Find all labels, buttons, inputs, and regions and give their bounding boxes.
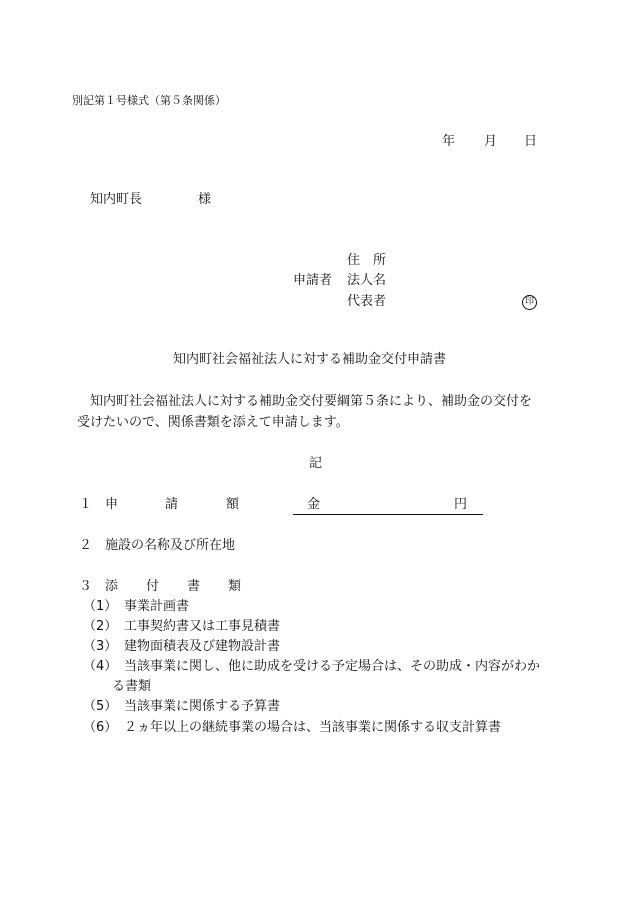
- applicant-corporation-label: 法人名: [347, 273, 387, 288]
- item-1-number: １: [79, 497, 93, 512]
- sub-item-number: （1）: [83, 599, 118, 614]
- applicant-representative-label: 代表者: [347, 294, 387, 309]
- sub-item-number: （3）: [83, 639, 118, 654]
- sub-item-text: 事業計画書: [124, 599, 190, 614]
- item-3-char-4: 類: [228, 579, 242, 594]
- item-1-char-1: 申: [105, 497, 119, 512]
- ki-label: 記: [309, 456, 323, 471]
- sub-item-continuation: る書類: [112, 679, 152, 694]
- addressee-name: 知内町長: [90, 192, 143, 207]
- form-reference: 別記第１号様式（第５条関係）: [72, 94, 226, 107]
- seal-mark: 印: [522, 295, 537, 310]
- sub-item-text: 当該事業に関し、他に助成を受ける予定場合は、その助成・内容がわか: [124, 659, 541, 674]
- sub-item-text: ２ヵ年以上の継続事業の場合は、当該事業に関係する収支計算書: [124, 720, 502, 735]
- body-line-2: 受けたいので、関係書類を添えて申請します。: [77, 415, 349, 430]
- item-1-char-3: 額: [226, 497, 240, 512]
- item-3-number: ３: [79, 579, 93, 594]
- addressee-honorific: 様: [198, 192, 212, 207]
- amount-kin: 金: [307, 497, 321, 512]
- sub-item-number: （4）: [83, 659, 118, 674]
- item-3-char-3: 書: [187, 579, 201, 594]
- applicant-address-label: 住 所: [347, 253, 387, 268]
- sub-item-number: （6）: [83, 720, 118, 735]
- sub-item-text: 当該事業に関係する予算書: [124, 699, 281, 714]
- item-2-label: 施設の名称及び所在地: [105, 538, 236, 553]
- item-2-number: ２: [79, 538, 93, 553]
- sub-item-text: 建物面積表及び建物設計書: [124, 639, 281, 654]
- sub-item-text: 工事契約書又は工事見積書: [124, 619, 281, 634]
- item-1-char-2: 請: [165, 497, 179, 512]
- item-3-char-1: 添: [105, 579, 119, 594]
- amount-yen: 円: [454, 497, 468, 512]
- item-3-char-2: 付: [146, 579, 160, 594]
- document-title: 知内町社会福祉法人に対する補助金交付申請書: [173, 352, 447, 367]
- applicant-label: 申請者: [293, 273, 333, 288]
- date-month: 月: [484, 134, 498, 149]
- sub-item-number: （5）: [83, 699, 118, 714]
- sub-item-number: （2）: [83, 619, 118, 634]
- date-day: 日: [524, 134, 538, 149]
- date-year: 年: [442, 134, 456, 149]
- body-line-1: 知内町社会福祉法人に対する補助金交付要綱第５条により、補助金の交付を: [90, 394, 533, 409]
